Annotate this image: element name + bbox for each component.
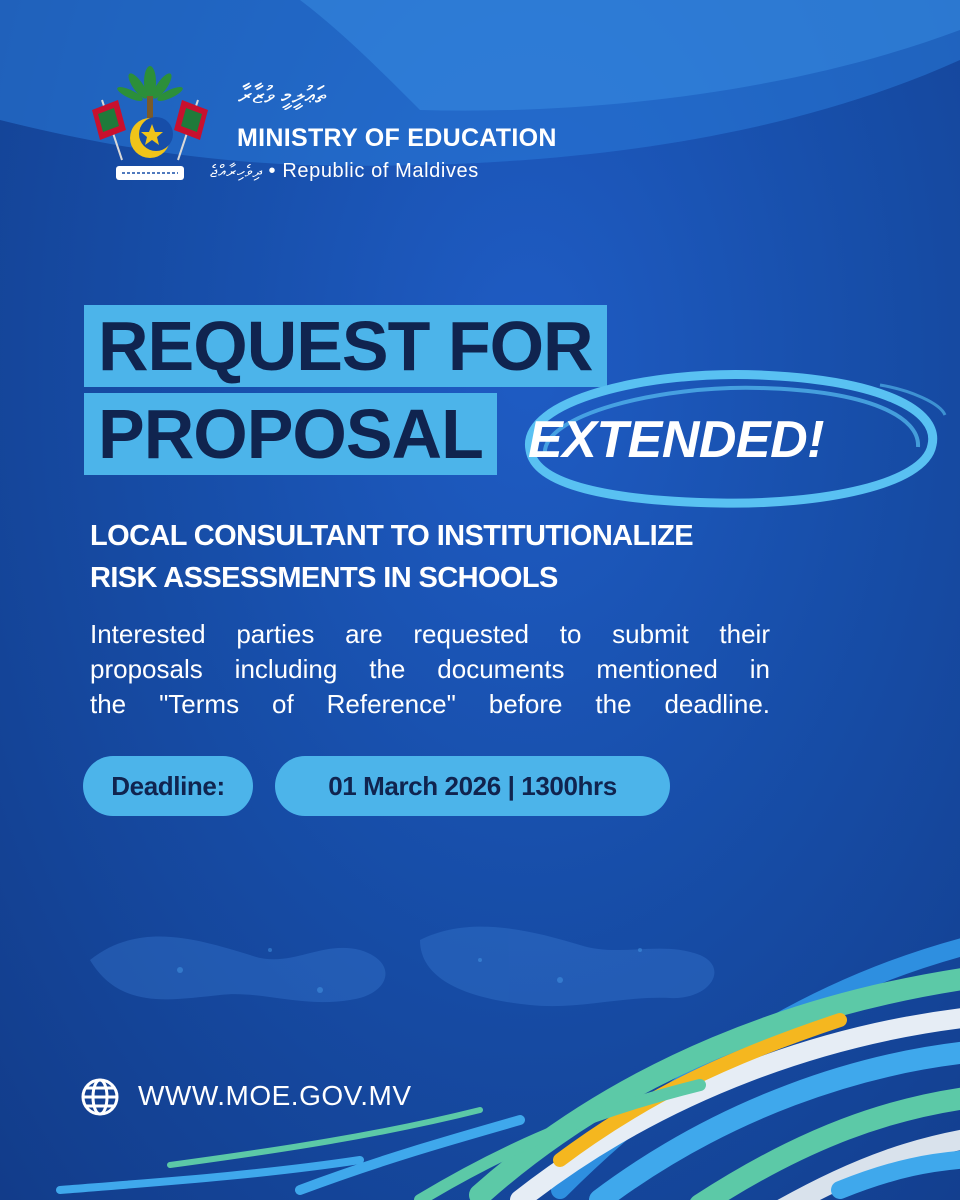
- subtitle-line-1: LOCAL CONSULTANT TO INSTITUTIONALIZE: [90, 520, 693, 552]
- extended-label: EXTENDED!: [528, 411, 824, 469]
- title-line-2: PROPOSAL: [84, 393, 497, 475]
- globe-icon: [80, 1077, 120, 1117]
- deadline-date-pill: 01 March 2026 | 1300hrs: [275, 756, 670, 816]
- country-name: Republic of Maldives: [282, 160, 479, 182]
- body-text: [90, 617, 770, 722]
- thaana-country-name: ދިވެހިރާއްޖެ: [210, 162, 263, 181]
- title-line-1: REQUEST FOR: [84, 305, 607, 387]
- emblem-icon: [80, 60, 220, 195]
- country-line: [210, 160, 479, 183]
- thaana-ministry-name: ތަޢުލީމީ ވުޒާރާ: [238, 82, 327, 109]
- body-line-3: the "Terms of Reference" before the deadline.: [90, 689, 770, 719]
- ministry-name: MINISTRY OF EDUCATION: [237, 124, 557, 152]
- decorative-stripes: [0, 920, 960, 1200]
- deadline-label-pill: Deadline:: [83, 756, 253, 816]
- body-line-1: Interested parties are requested to submit their: [90, 619, 770, 649]
- subtitle-line-2: RISK ASSESSMENTS IN SCHOOLS: [90, 562, 558, 594]
- website-link[interactable]: WWW.MOE.GOV.MV: [138, 1080, 412, 1111]
- body-line-2: proposals including the documents mentioned in: [90, 654, 770, 684]
- separator-dot: •: [268, 160, 277, 182]
